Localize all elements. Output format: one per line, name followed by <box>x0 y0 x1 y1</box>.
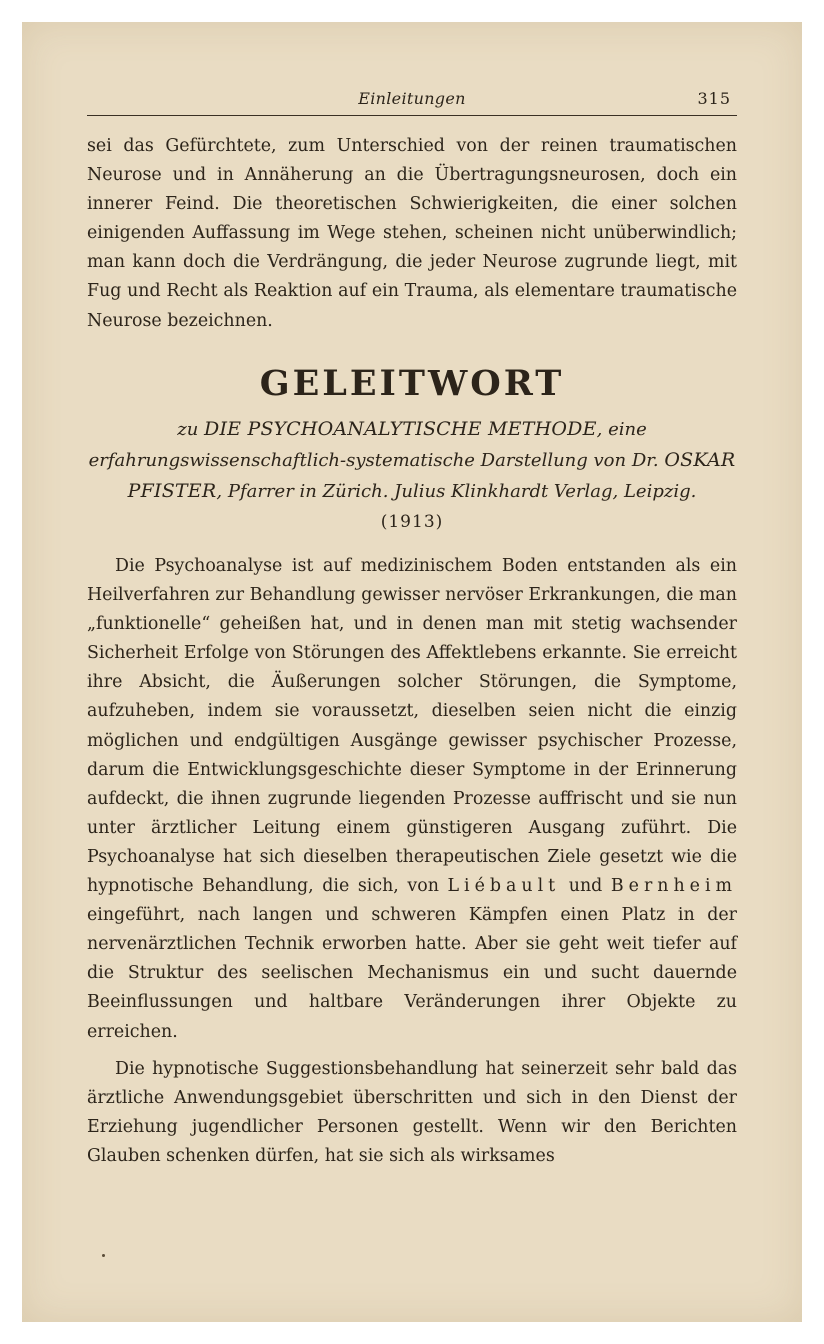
person-name-liebault: Liébault <box>447 876 561 897</box>
section-subtitle <box>87 414 737 507</box>
book-page <box>22 22 802 1322</box>
subtitle-middle: , eine erfahrungswissenschaftlich-systematische Darstellung von Dr. <box>88 419 659 471</box>
page-number: 315 <box>697 89 731 108</box>
section-year: (1913) <box>380 512 444 532</box>
page-header <box>87 87 737 116</box>
section-title: GELEITWORT <box>259 363 565 404</box>
paragraph-suggestion: Die hypnotische Suggestionsbehandlung hat seinerzeit sehr bald das ärztliche Anwendungsgebiet überschritten und sich in den Dienst der Erziehung jugendlicher Personen gestellt. Wenn wir den Berichten Glauben schenken dürfen, hat sie sich als wirksames <box>87 1059 737 1167</box>
paragraph-psychoanalyse <box>87 552 737 1047</box>
paragraph-2-part-3: eingeführt, nach langen und schweren Kämpfen einen Platz in der nervenärztlichen Technik erworben hatte. Aber sie geht weit tiefer auf die Struktur des seelischen Mechanismus ein und sucht dauernde Beeinflussungen und haltbare Veränderungen ihrer Objekte zu erreichen. <box>87 905 737 1042</box>
subtitle-prefix: zu <box>177 419 199 440</box>
subtitle-suffix: , Pfarrer in Zürich. Julius Klinkhardt Verlag, Leipzig. <box>216 481 697 502</box>
paper-speck <box>102 1254 105 1257</box>
paragraph-2-part-2: und <box>568 876 603 897</box>
running-title: Einleitungen <box>358 89 466 108</box>
paragraph-2-part-1: Die Psychoanalyse ist auf medizinischem Boden entstanden als ein Heilverfahren zur Behandlung gewisser nervöser Erkrankungen, die man „funktionelle“ geheißen hat, und in denen man mit stetig wachsender Sicherheit Erfolge von Störungen des Affektlebens erkannte. Sie erreicht ihre Absicht, die Äußerungen solcher Störungen, die Symptome, aufzuheben, indem sie voraussetzt, dieselben seien nicht die einzig möglichen und endgültigen Ausgänge gewisser psychischer Prozesse, darum die Entwicklungsgeschichte dieser Symptome in der Erinnerung aufdeckt, die ihnen zugrunde liegenden Prozesse auffrischt und sie nun unter ärztlicher Leitung einem günstigeren Ausgang zuführt. Die Psychoanalyse hat sich dieselben therapeutischen Ziele gesetzt wie die hypnotische Behandlung, die sich, von <box>87 556 737 897</box>
subtitle-book-title: DIE PSYCHOANALYTISCHE METHODE <box>204 418 597 440</box>
paragraph-continuation: sei das Gefürchtete, zum Unterschied von der reinen traumatischen Neurose und in Annäherung an die Übertragungsneurosen, doch ein innerer Feind. Die theoretischen Schwierigkeiten, die einer solchen einigenden Auffassung im Wege stehen, scheinen nicht unüberwindlich; man kann doch die Verdrängung, die jeder Neurose zugrunde liegt, mit Fug und Recht als Reaktion auf ein Trauma, als elementare traumatische Neurose bezeichnen. <box>87 136 737 331</box>
person-name-bernheim: Bernheim <box>610 876 738 897</box>
subtitle-author: OSKAR PFISTER <box>127 449 736 502</box>
